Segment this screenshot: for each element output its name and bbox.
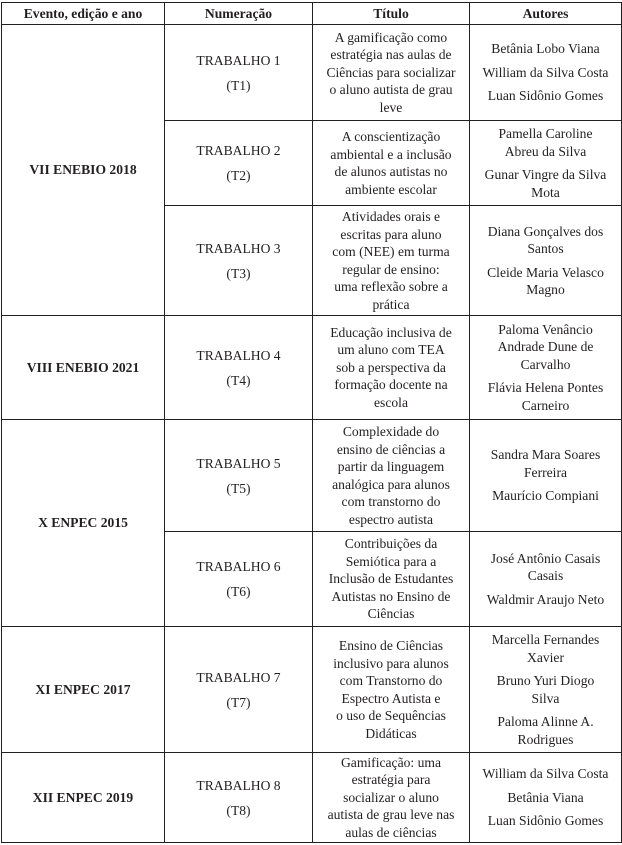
autores-cell xyxy=(470,206,622,316)
author-name xyxy=(474,710,617,751)
work-code: (T4) xyxy=(226,372,251,388)
titulo-cell xyxy=(313,25,470,121)
numeracao-cell xyxy=(165,206,313,316)
work-code: (T8) xyxy=(226,802,251,818)
header-numeracao: Numeração xyxy=(165,3,313,25)
author-name xyxy=(474,84,617,108)
numeracao-cell xyxy=(165,532,313,627)
table-row xyxy=(2,25,622,121)
title-line: o aluno autista de grau xyxy=(329,82,453,98)
header-evento: Evento, edição e ano xyxy=(2,3,165,25)
work-number: TRABALHO 5 xyxy=(196,455,281,471)
title-line: ensino de ciências a xyxy=(336,441,446,457)
work-code: (T5) xyxy=(226,480,251,496)
title-line: analógica para alunos xyxy=(332,476,450,492)
numeracao-cell xyxy=(165,121,313,206)
title-line: o uso de Sequências xyxy=(336,708,446,723)
titulo-cell xyxy=(313,627,470,753)
titulo-cell xyxy=(313,420,470,532)
title-line: Complexidade do xyxy=(342,424,440,439)
title-line: Ciências para socializar xyxy=(326,64,456,80)
author-name xyxy=(474,628,617,669)
title-line: escritas para aluno xyxy=(340,226,442,242)
table-row xyxy=(2,420,622,532)
title-line: com transtorno do xyxy=(341,494,441,509)
title-line: ambiental e a inclusão xyxy=(330,146,452,162)
titulo-cell xyxy=(313,121,470,206)
work-number: TRABALHO 3 xyxy=(196,240,281,256)
numeracao-cell xyxy=(165,420,313,532)
numeracao-cell xyxy=(165,627,313,753)
work-number: TRABALHO 8 xyxy=(196,777,281,793)
author-name xyxy=(474,163,617,204)
title-line: sob a perspectiva da xyxy=(336,359,446,375)
works-table xyxy=(1,2,622,843)
author-name-line: Andrade Dune de xyxy=(497,339,594,355)
author-name-line: Marcella Fernandes xyxy=(491,632,600,647)
title-line: leve xyxy=(379,99,403,115)
title-line: regular de ensino: xyxy=(342,261,440,277)
author-name xyxy=(474,37,617,61)
header-row xyxy=(2,3,622,25)
autores-cell xyxy=(470,753,622,843)
author-name xyxy=(474,376,617,417)
author-name-line: Santos xyxy=(527,241,564,256)
author-name xyxy=(474,220,617,261)
author-name-line: Betânia Viana xyxy=(507,789,584,805)
author-name-line: Diana Gonçalves dos xyxy=(487,223,604,239)
title-line: um aluno com TEA xyxy=(337,342,445,358)
title-line: Inclusão de Estudantes xyxy=(328,571,454,587)
header-titulo: Título xyxy=(313,3,470,25)
author-name-line: Bruno Yuri Diogo xyxy=(496,673,595,688)
title-line: Ensino de Ciências xyxy=(338,638,444,653)
work-code: (T7) xyxy=(226,694,251,710)
title-line: Semiótica para a xyxy=(345,553,437,569)
table-row xyxy=(2,753,622,843)
author-name-line: Mota xyxy=(531,184,560,200)
title-line: com Transtorno do xyxy=(339,673,443,688)
autores-cell xyxy=(470,316,622,420)
title-line: estratégia para xyxy=(351,772,431,788)
author-name xyxy=(474,809,617,833)
title-line: Contribuições da xyxy=(344,536,438,552)
work-number: TRABALHO 4 xyxy=(196,347,281,363)
author-name-line: William da Silva Costa xyxy=(482,766,609,782)
title-line: aulas de ciências xyxy=(345,824,437,840)
title-line: A gamificação como xyxy=(334,29,448,45)
title-line: A conscientização xyxy=(341,129,441,144)
title-line: escola xyxy=(374,394,408,410)
titulo-cell xyxy=(313,753,470,843)
table-body xyxy=(2,25,622,843)
author-name-line: Luan Sidônio Gomes xyxy=(487,813,604,829)
author-name-line: Sandra Mara Soares xyxy=(490,447,601,463)
title-line: ambiente escolar xyxy=(345,181,437,197)
work-code: (T1) xyxy=(226,77,251,93)
title-line: formação docente na xyxy=(334,377,448,393)
title-line: uma reflexão sobre a xyxy=(334,279,448,294)
title-line: espectro autista xyxy=(348,511,434,527)
author-name-line: Rodrigues xyxy=(517,731,574,747)
title-line: inclusivo para alunos xyxy=(333,655,449,671)
work-code: (T2) xyxy=(226,168,251,183)
titulo-cell xyxy=(313,316,470,420)
author-name-line: Casais xyxy=(527,568,564,584)
author-name-line: Paloma Venâncio xyxy=(498,321,593,337)
title-line: socializar o aluno xyxy=(343,789,439,805)
numeracao-cell xyxy=(165,25,313,121)
author-name-line: Carneiro xyxy=(521,397,570,413)
title-line: Didáticas xyxy=(365,725,417,741)
work-code: (T3) xyxy=(226,265,251,281)
event-cell: X ENPEC 2015 xyxy=(2,420,165,627)
author-name-line: William da Silva Costa xyxy=(482,64,609,80)
header-autores: Autores xyxy=(470,3,622,25)
author-name-line: Ferreira xyxy=(523,464,568,480)
autores-cell xyxy=(470,532,622,627)
event-cell: VII ENEBIO 2018 xyxy=(2,25,165,316)
autores-cell xyxy=(470,121,622,206)
work-number: TRABALHO 7 xyxy=(196,669,281,685)
author-name-line: Cleide Maria Velasco xyxy=(487,264,604,280)
event-cell: VIII ENEBIO 2021 xyxy=(2,316,165,420)
author-name-line: José Antônio Casais xyxy=(490,550,601,566)
author-name xyxy=(474,762,617,786)
work-number: TRABALHO 2 xyxy=(196,143,281,158)
author-name xyxy=(474,122,617,163)
title-line: Gamificação: uma xyxy=(340,754,441,770)
title-line: partir da linguagem xyxy=(337,459,445,474)
author-name-line: Pamella Caroline xyxy=(498,126,593,141)
event-cell: XII ENPEC 2019 xyxy=(2,753,165,843)
author-name-line: Silva xyxy=(531,690,560,706)
author-name xyxy=(474,669,617,710)
title-line: Atividades orais e xyxy=(341,209,441,224)
numeracao-cell xyxy=(165,316,313,420)
work-code: (T6) xyxy=(226,584,251,599)
table-row xyxy=(2,316,622,420)
autores-cell xyxy=(470,627,622,753)
event-cell: XI ENPEC 2017 xyxy=(2,627,165,753)
title-line: prática xyxy=(372,296,410,312)
author-name xyxy=(474,443,617,484)
title-line: estratégia nas aulas de xyxy=(330,47,452,63)
titulo-cell xyxy=(313,206,470,316)
title-line: de alunos autistas no xyxy=(334,164,448,179)
work-number: TRABALHO 6 xyxy=(196,559,281,574)
author-name-line: Magno xyxy=(526,282,565,297)
title-line: Ciências xyxy=(367,606,415,622)
author-name-line: Luan Sidônio Gomes xyxy=(487,88,604,104)
author-name xyxy=(474,318,617,377)
author-name-line: Gunar Vingre da Silva xyxy=(484,167,607,182)
author-name xyxy=(474,588,617,612)
author-name xyxy=(474,547,617,588)
title-line: Autistas no Ensino de xyxy=(331,588,451,604)
autores-cell xyxy=(470,420,622,532)
author-name xyxy=(474,786,617,810)
autores-cell xyxy=(470,25,622,121)
author-name-line: Abreu da Silva xyxy=(504,143,587,159)
titulo-cell xyxy=(313,532,470,627)
author-name-line: Maurício Compiani xyxy=(492,488,599,504)
author-name xyxy=(474,261,617,302)
title-line: autista de grau leve nas xyxy=(327,807,455,823)
author-name xyxy=(474,484,617,508)
work-number: TRABALHO 1 xyxy=(196,52,281,68)
author-name-line: Carvalho xyxy=(520,356,571,372)
author-name-line: Betânia Lobo Viana xyxy=(491,41,600,57)
author-name xyxy=(474,61,617,85)
author-name-line: Paloma Alinne A. xyxy=(497,714,594,729)
title-line: com (NEE) em turma xyxy=(332,244,450,259)
author-name-line: Flávia Helena Pontes xyxy=(487,380,604,396)
numeracao-cell xyxy=(165,753,313,843)
title-line: Educação inclusiva de xyxy=(330,324,452,340)
title-line: Espectro Autista e xyxy=(341,690,441,706)
author-name-line: Xavier xyxy=(527,649,564,665)
author-name-line: Waldmir Araujo Neto xyxy=(486,591,605,607)
table-row xyxy=(2,627,622,753)
